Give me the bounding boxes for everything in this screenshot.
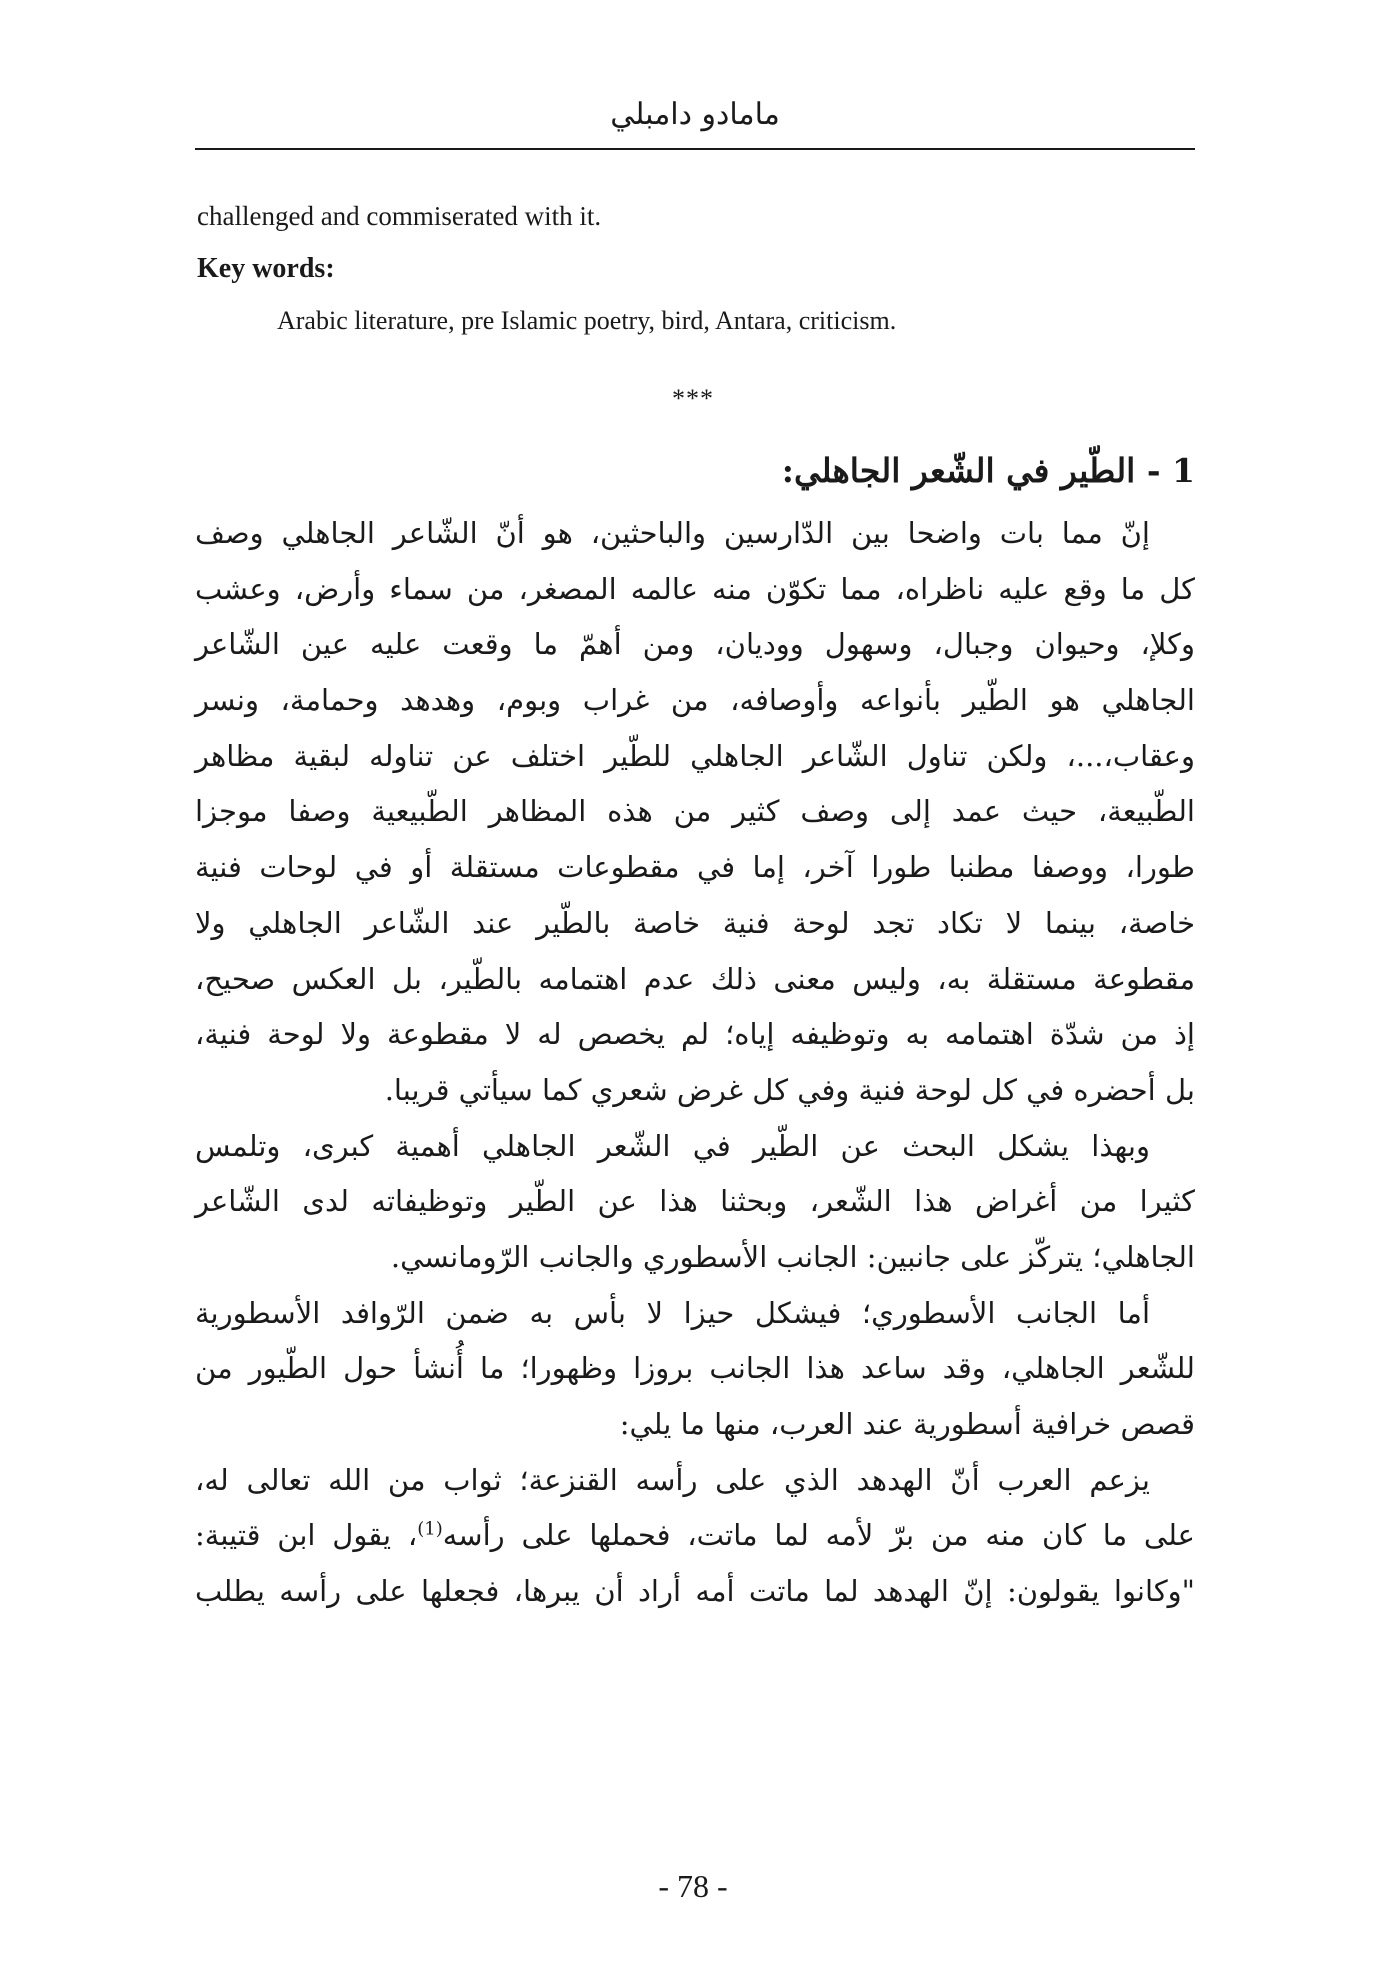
body-line: بل أحضره في كل لوحة فنية وفي كل غرض شعري كما سيأتي قريبا. [384,1072,1195,1107]
keywords-text: Arabic literature, pre Islamic poetry, bird, Antara, criticism. [277,306,897,335]
body-line: الجاهلي هو الطّير بأنواعه وأوصافه، من غراب وبوم، وهدهد وحمامة، ونسر [195,683,1195,718]
keywords-heading: Key words: [197,253,335,284]
body-line: كثيرا من أغراض هذا الشّعر، وبحثنا هذا عن الطّير وتوظيفاته لدى الشّاعر [195,1184,1195,1219]
body-line-text: على ما كان منه من برّ لأمه لما ماتت، فحملها على رأسه [442,1518,1195,1553]
body-line: الجاهلي؛ يتركّز على جانبين: الجانب الأسطوري والجانب الرّومانسي. [390,1239,1195,1274]
section-heading: 1 - الطّير في الشّعر الجاهلي: [781,451,1195,490]
header-rule [195,148,1195,150]
section-separator: *** [672,384,714,413]
body-line: مقطوعة مستقلة به، وليس معنى ذلك عدم اهتمامه بالطّير، بل العكس صحيح، [195,961,1195,996]
body-line: وكلإ، وحيوان وجبال، وسهول ووديان، ومن أهمّ ما وقعت عليه عين الشّاعر [195,627,1195,662]
body-line: يزعم العرب أنّ الهدهد الذي على رأسه القنزعة؛ ثواب من الله تعالى له، [195,1462,1150,1497]
footnote-reference[interactable]: (1) [417,1518,443,1540]
body-line: كل ما وقع عليه ناظراه، مما تكوّن منه عالمه المصغر، من سماء وأرض، وعشب [195,571,1195,606]
body-line-text-tail: ، يقول ابن قتيبة: [195,1518,418,1553]
body-text [195,506,1195,1620]
body-line: وعقاب،...، ولكن تناول الشّاعر الجاهلي للطّير اختلف عن تناوله لبقية مظاهر [195,738,1195,773]
body-line: "وكانوا يقولون: إنّ الهدهد لما ماتت أمه أراد أن يبرها، فجعلها على رأسه يطلب [195,1574,1195,1609]
body-line: قصص خرافية أسطورية عند العرب، منها ما يلي: [619,1407,1195,1441]
body-line: للشّعر الجاهلي، وقد ساعد هذا الجانب بروزا وظهورا؛ ما أُنشأ حول الطّيور من [195,1351,1195,1386]
body-line: طورا، ووصفا مطنبا طورا آخر، إما في مقطوعات مستقلة أو في لوحات فنية [195,850,1195,885]
page-number: - 78 - [658,1868,728,1904]
running-header: مامادو دامبلي [610,97,780,132]
body-line: إذ من شدّة اهتمامه به وتوظيفه إياه؛ لم يخصص له لا مقطوعة ولا لوحة فنية، [195,1017,1195,1052]
body-line-with-footnote [195,1508,1195,1564]
abstract-tail: challenged and commiserated with it. [197,201,602,231]
body-line: أما الجانب الأسطوري؛ فيشكل حيزا لا بأس به ضمن الرّوافد الأسطورية [195,1295,1150,1330]
body-line: إنّ مما بات واضحا بين الدّارسين والباحثين، هو أنّ الشّاعر الجاهلي وصف [195,516,1150,550]
body-line: خاصة، بينما لا تكاد تجد لوحة فنية خاصة بالطّير عند الشّاعر الجاهلي ولا [195,905,1195,940]
body-line: الطّبيعة، حيث عمد إلى وصف كثير من هذه المظاهر الطّبيعية وصفا موجزا [195,794,1195,829]
body-line: وبهذا يشكل البحث عن الطّير في الشّعر الجاهلي أهمية كبرى، وتلمس [195,1128,1150,1163]
